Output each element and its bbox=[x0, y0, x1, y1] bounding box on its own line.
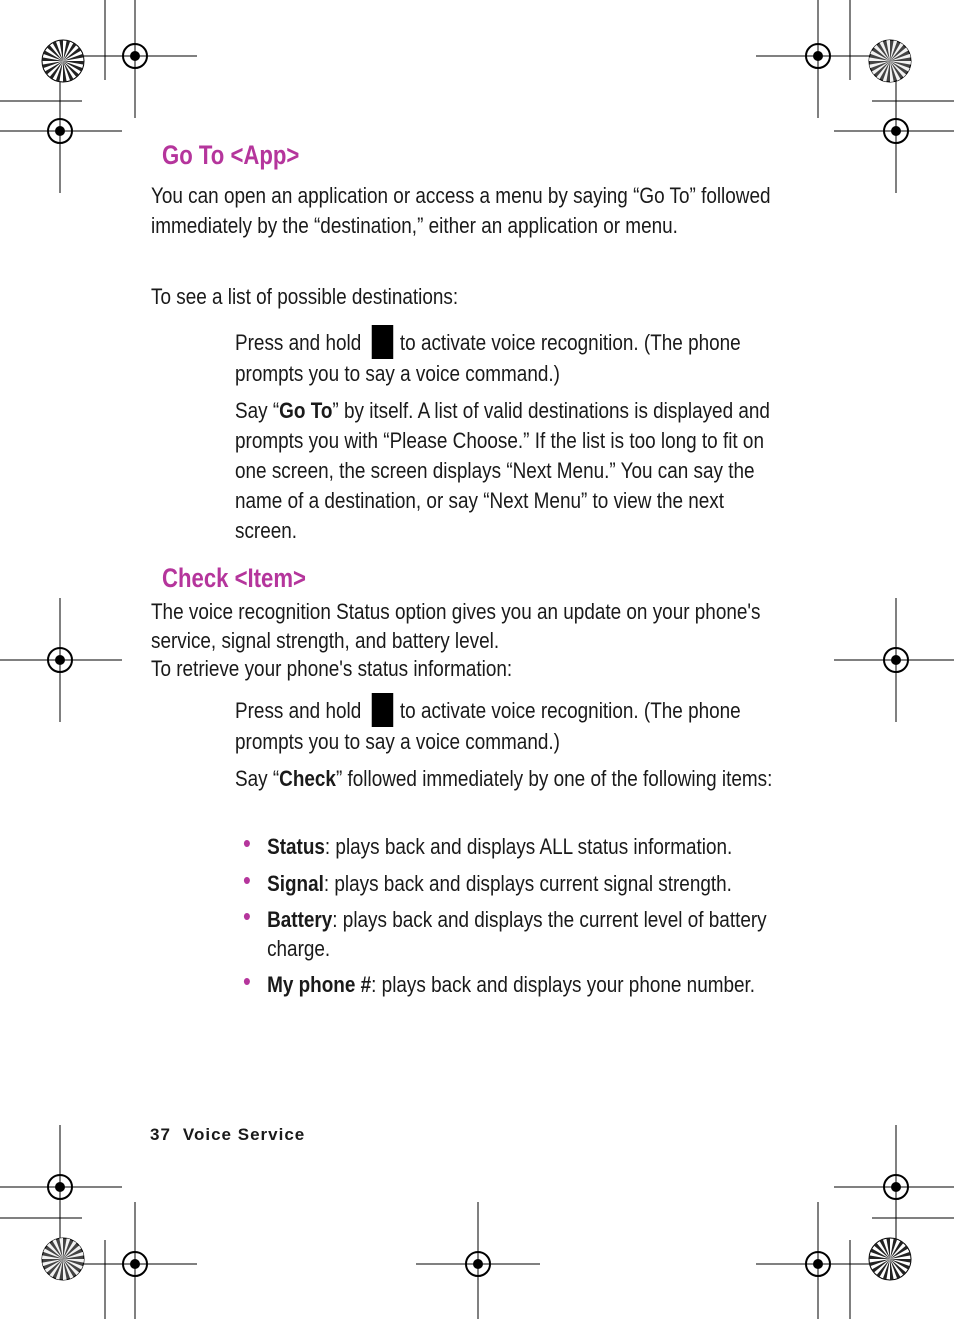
voice-key-icon bbox=[372, 325, 394, 359]
goto-step1-after: to activate voice recognition. (The phone prompts you to say a voice command.) bbox=[235, 330, 741, 386]
registration-mark-icon bbox=[73, 1202, 197, 1319]
list-item-text bbox=[267, 869, 776, 898]
bullet-icon: • bbox=[243, 828, 251, 858]
section-heading-check: Check <Item> bbox=[162, 563, 306, 593]
registration-mark-icon bbox=[73, 0, 197, 118]
goto-step-say bbox=[235, 396, 779, 546]
goto-step-press-hold bbox=[235, 325, 779, 389]
registration-mark-icon bbox=[0, 1125, 122, 1249]
item-desc: : plays back and displays your phone number. bbox=[371, 972, 756, 997]
section-heading-goto: Go To <App> bbox=[162, 140, 300, 170]
goto-say-label: Say “ bbox=[235, 398, 280, 423]
goto-step1-before: Press and hold bbox=[235, 330, 362, 355]
registration-mark-icon bbox=[834, 598, 954, 722]
registration-mark-icon bbox=[756, 0, 880, 118]
page-footer bbox=[150, 1125, 305, 1145]
starburst-target-icon bbox=[42, 40, 84, 82]
bullet-icon: • bbox=[243, 901, 251, 931]
starburst-target-icon bbox=[869, 1238, 911, 1280]
bullet-icon: • bbox=[243, 966, 251, 996]
bullet-icon: • bbox=[243, 865, 251, 895]
goto-intro: You can open an application or access a menu by saying “Go To” followed immediately by the “destination,” either an application or menu. bbox=[151, 183, 771, 238]
registration-mark-icon bbox=[834, 69, 954, 193]
page-number: 37 bbox=[150, 1125, 171, 1144]
check-step-press-hold bbox=[235, 693, 779, 757]
item-term: Status bbox=[267, 834, 325, 859]
check-say-label: Say “ bbox=[235, 766, 280, 791]
item-term: Signal bbox=[267, 871, 324, 896]
registration-mark-icon bbox=[0, 69, 122, 193]
list-item-text bbox=[267, 905, 776, 963]
item-desc: : plays back and displays ALL status information. bbox=[324, 834, 733, 859]
check-retrieve: To retrieve your phone's status information: bbox=[151, 656, 513, 681]
check-step-say bbox=[235, 764, 779, 794]
check-intro: The voice recognition Status option gives you an update on your phone's service, signal strength, and battery level. bbox=[151, 599, 761, 653]
registration-mark-icon bbox=[0, 598, 122, 722]
starburst-target-icon bbox=[42, 1238, 84, 1280]
footer-section-name: Voice Service bbox=[182, 1125, 306, 1144]
voice-key-icon bbox=[372, 693, 394, 727]
starburst-target-icon bbox=[869, 40, 911, 82]
registration-mark-icon bbox=[416, 1202, 540, 1319]
list-item bbox=[243, 865, 776, 898]
registration-mark-icon bbox=[756, 1202, 880, 1319]
registration-mark-icon bbox=[834, 1125, 954, 1249]
list-item bbox=[243, 966, 776, 999]
check-say-rest: ” followed immediately by one of the following items: bbox=[335, 766, 773, 791]
goto-command: Go To bbox=[279, 398, 333, 423]
check-step1-after: to activate voice recognition. (The phone prompts you to say a voice command.) bbox=[235, 698, 741, 754]
check-step1-before: Press and hold bbox=[235, 698, 362, 723]
check-command: Check bbox=[279, 766, 336, 791]
item-term: My phone # bbox=[267, 972, 372, 997]
list-item-text bbox=[267, 832, 776, 861]
list-item bbox=[243, 901, 776, 963]
goto-say-rest: ” by itself. A list of valid destinations is displayed and prompts you with “Please Choose.” If the list is too long to fit on one screen, the screen displays “Next Menu.” You can say the name of a destination, or say “Next Menu” to view the next screen. bbox=[235, 398, 770, 543]
goto-see-list: To see a list of possible destinations: bbox=[151, 284, 459, 309]
list-item-text bbox=[267, 970, 776, 999]
item-desc: : plays back and displays current signal strength. bbox=[323, 871, 732, 896]
item-term: Battery bbox=[267, 907, 333, 932]
item-desc: : plays back and displays the current level of battery charge. bbox=[267, 907, 767, 961]
list-item bbox=[243, 828, 776, 861]
